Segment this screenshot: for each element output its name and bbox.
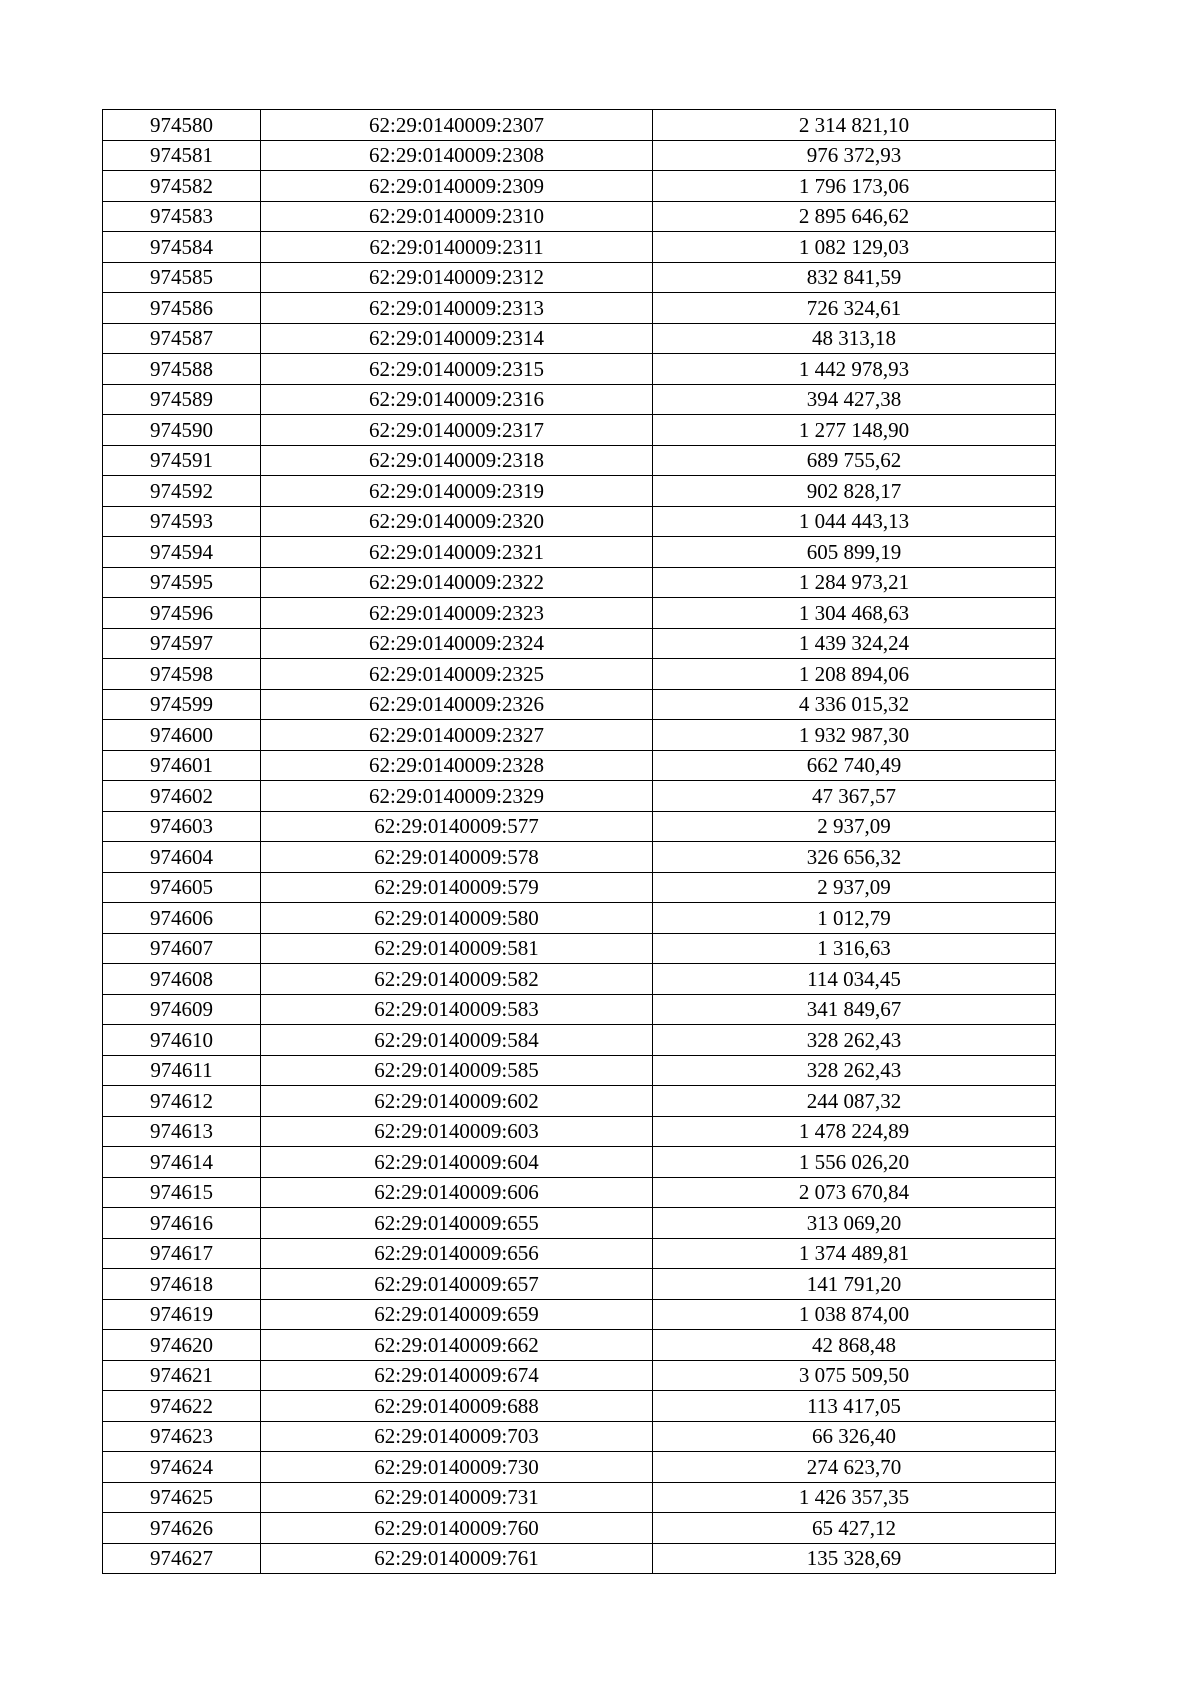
row-number-cell: 974604 (103, 842, 261, 873)
table-row (103, 232, 1056, 263)
cadastral-number-cell: 62:29:0140009:2321 (261, 537, 653, 568)
table-row (103, 323, 1056, 354)
cadastral-value-cell: 1 277 148,90 (653, 415, 1056, 446)
table-row (103, 171, 1056, 202)
cadastral-number-cell: 62:29:0140009:582 (261, 964, 653, 995)
cadastral-number-cell: 62:29:0140009:602 (261, 1086, 653, 1117)
cadastral-number-cell: 62:29:0140009:2320 (261, 506, 653, 537)
row-number-cell: 974608 (103, 964, 261, 995)
cadastral-number-cell: 62:29:0140009:2317 (261, 415, 653, 446)
cadastral-number-cell: 62:29:0140009:2311 (261, 232, 653, 263)
table-row (103, 964, 1056, 995)
cadastral-value-cell: 3 075 509,50 (653, 1360, 1056, 1391)
row-number-cell: 974595 (103, 567, 261, 598)
cadastral-value-cell: 394 427,38 (653, 384, 1056, 415)
cadastral-value-cell: 341 849,67 (653, 994, 1056, 1025)
table-row (103, 689, 1056, 720)
table-row (103, 1025, 1056, 1056)
row-number-cell: 974611 (103, 1055, 261, 1086)
cadastral-number-cell: 62:29:0140009:2327 (261, 720, 653, 751)
cadastral-value-cell: 1 082 129,03 (653, 232, 1056, 263)
cadastral-number-cell: 62:29:0140009:2313 (261, 293, 653, 324)
row-number-cell: 974585 (103, 262, 261, 293)
row-number-cell: 974581 (103, 140, 261, 171)
row-number-cell: 974623 (103, 1421, 261, 1452)
row-number-cell: 974627 (103, 1543, 261, 1574)
row-number-cell: 974580 (103, 110, 261, 141)
cadastral-number-cell: 62:29:0140009:2325 (261, 659, 653, 690)
cadastral-value-cell: 1 208 894,06 (653, 659, 1056, 690)
table-row (103, 445, 1056, 476)
row-number-cell: 974594 (103, 537, 261, 568)
cadastral-value-cell: 1 374 489,81 (653, 1238, 1056, 1269)
row-number-cell: 974601 (103, 750, 261, 781)
table-row (103, 201, 1056, 232)
cadastral-number-cell: 62:29:0140009:2329 (261, 781, 653, 812)
table-row (103, 1360, 1056, 1391)
cadastral-value-cell: 1 038 874,00 (653, 1299, 1056, 1330)
row-number-cell: 974597 (103, 628, 261, 659)
cadastral-number-cell: 62:29:0140009:688 (261, 1391, 653, 1422)
cadastral-value-cell: 605 899,19 (653, 537, 1056, 568)
table-row (103, 1330, 1056, 1361)
cadastral-value-cell: 832 841,59 (653, 262, 1056, 293)
cadastral-number-cell: 62:29:0140009:703 (261, 1421, 653, 1452)
table-row (103, 781, 1056, 812)
cadastral-value-cell: 662 740,49 (653, 750, 1056, 781)
table-row (103, 750, 1056, 781)
cadastral-number-cell: 62:29:0140009:761 (261, 1543, 653, 1574)
cadastral-value-cell: 4 336 015,32 (653, 689, 1056, 720)
cadastral-number-cell: 62:29:0140009:578 (261, 842, 653, 873)
cadastral-value-cell: 326 656,32 (653, 842, 1056, 873)
cadastral-value-cell: 902 828,17 (653, 476, 1056, 507)
cadastral-number-cell: 62:29:0140009:604 (261, 1147, 653, 1178)
cadastral-number-cell: 62:29:0140009:655 (261, 1208, 653, 1239)
row-number-cell: 974591 (103, 445, 261, 476)
table-row (103, 720, 1056, 751)
row-number-cell: 974590 (103, 415, 261, 446)
cadastral-value-cell: 328 262,43 (653, 1055, 1056, 1086)
table-row (103, 872, 1056, 903)
table-row (103, 567, 1056, 598)
row-number-cell: 974603 (103, 811, 261, 842)
row-number-cell: 974605 (103, 872, 261, 903)
cadastral-number-cell: 62:29:0140009:760 (261, 1513, 653, 1544)
cadastral-value-cell: 48 313,18 (653, 323, 1056, 354)
cadastral-number-cell: 62:29:0140009:583 (261, 994, 653, 1025)
row-number-cell: 974609 (103, 994, 261, 1025)
table-row (103, 140, 1056, 171)
cadastral-value-cell: 2 895 646,62 (653, 201, 1056, 232)
table-row (103, 293, 1056, 324)
cadastral-value-cell: 274 623,70 (653, 1452, 1056, 1483)
row-number-cell: 974600 (103, 720, 261, 751)
cadastral-value-cell: 1 556 026,20 (653, 1147, 1056, 1178)
table-row (103, 1086, 1056, 1117)
cadastral-number-cell: 62:29:0140009:2310 (261, 201, 653, 232)
cadastral-value-table (102, 109, 1056, 1574)
row-number-cell: 974593 (103, 506, 261, 537)
table-row (103, 506, 1056, 537)
table-row (103, 384, 1056, 415)
table-row (103, 415, 1056, 446)
table-row (103, 659, 1056, 690)
cadastral-number-cell: 62:29:0140009:577 (261, 811, 653, 842)
cadastral-value-cell: 1 316,63 (653, 933, 1056, 964)
cadastral-number-cell: 62:29:0140009:580 (261, 903, 653, 934)
cadastral-number-cell: 62:29:0140009:2309 (261, 171, 653, 202)
cadastral-value-cell: 114 034,45 (653, 964, 1056, 995)
row-number-cell: 974619 (103, 1299, 261, 1330)
cadastral-number-cell: 62:29:0140009:2314 (261, 323, 653, 354)
cadastral-number-cell: 62:29:0140009:2324 (261, 628, 653, 659)
table-row (103, 1269, 1056, 1300)
row-number-cell: 974587 (103, 323, 261, 354)
row-number-cell: 974588 (103, 354, 261, 385)
row-number-cell: 974622 (103, 1391, 261, 1422)
cadastral-value-cell: 141 791,20 (653, 1269, 1056, 1300)
row-number-cell: 974624 (103, 1452, 261, 1483)
table-row (103, 1482, 1056, 1513)
cadastral-value-cell: 1 304 468,63 (653, 598, 1056, 629)
cadastral-number-cell: 62:29:0140009:2322 (261, 567, 653, 598)
row-number-cell: 974606 (103, 903, 261, 934)
cadastral-value-cell: 47 367,57 (653, 781, 1056, 812)
cadastral-number-cell: 62:29:0140009:659 (261, 1299, 653, 1330)
row-number-cell: 974584 (103, 232, 261, 263)
row-number-cell: 974621 (103, 1360, 261, 1391)
cadastral-value-cell: 65 427,12 (653, 1513, 1056, 1544)
row-number-cell: 974598 (103, 659, 261, 690)
cadastral-value-cell: 689 755,62 (653, 445, 1056, 476)
table-row (103, 1513, 1056, 1544)
cadastral-value-cell: 2 073 670,84 (653, 1177, 1056, 1208)
cadastral-number-cell: 62:29:0140009:585 (261, 1055, 653, 1086)
cadastral-value-cell: 976 372,93 (653, 140, 1056, 171)
cadastral-number-cell: 62:29:0140009:657 (261, 1269, 653, 1300)
cadastral-value-cell: 1 442 978,93 (653, 354, 1056, 385)
table-row (103, 811, 1056, 842)
cadastral-value-cell: 2 937,09 (653, 872, 1056, 903)
table-row (103, 262, 1056, 293)
cadastral-value-cell: 113 417,05 (653, 1391, 1056, 1422)
table-row (103, 110, 1056, 141)
cadastral-number-cell: 62:29:0140009:656 (261, 1238, 653, 1269)
table-row (103, 1299, 1056, 1330)
cadastral-number-cell: 62:29:0140009:606 (261, 1177, 653, 1208)
table-row (103, 1116, 1056, 1147)
table-row (103, 1208, 1056, 1239)
row-number-cell: 974602 (103, 781, 261, 812)
cadastral-value-cell: 313 069,20 (653, 1208, 1056, 1239)
row-number-cell: 974617 (103, 1238, 261, 1269)
cadastral-value-cell: 244 087,32 (653, 1086, 1056, 1117)
table-row (103, 903, 1056, 934)
cadastral-value-cell: 42 868,48 (653, 1330, 1056, 1361)
cadastral-value-cell: 726 324,61 (653, 293, 1056, 324)
table-row (103, 1238, 1056, 1269)
row-number-cell: 974583 (103, 201, 261, 232)
cadastral-value-cell: 1 012,79 (653, 903, 1056, 934)
cadastral-value-cell: 1 478 224,89 (653, 1116, 1056, 1147)
table-row (103, 476, 1056, 507)
cadastral-value-cell: 135 328,69 (653, 1543, 1056, 1574)
cadastral-value-cell: 2 314 821,10 (653, 110, 1056, 141)
row-number-cell: 974626 (103, 1513, 261, 1544)
table-row (103, 1177, 1056, 1208)
table-row (103, 598, 1056, 629)
table-body (103, 110, 1056, 1574)
cadastral-value-cell: 2 937,09 (653, 811, 1056, 842)
row-number-cell: 974625 (103, 1482, 261, 1513)
cadastral-value-cell: 66 326,40 (653, 1421, 1056, 1452)
cadastral-number-cell: 62:29:0140009:579 (261, 872, 653, 903)
cadastral-number-cell: 62:29:0140009:2328 (261, 750, 653, 781)
row-number-cell: 974615 (103, 1177, 261, 1208)
row-number-cell: 974589 (103, 384, 261, 415)
table-row (103, 933, 1056, 964)
table-row (103, 1543, 1056, 1574)
cadastral-value-cell: 328 262,43 (653, 1025, 1056, 1056)
table-row (103, 1452, 1056, 1483)
row-number-cell: 974610 (103, 1025, 261, 1056)
cadastral-number-cell: 62:29:0140009:662 (261, 1330, 653, 1361)
table-row (103, 1391, 1056, 1422)
cadastral-number-cell: 62:29:0140009:603 (261, 1116, 653, 1147)
table-row (103, 628, 1056, 659)
table-row (103, 1055, 1056, 1086)
row-number-cell: 974607 (103, 933, 261, 964)
cadastral-value-cell: 1 796 173,06 (653, 171, 1056, 202)
row-number-cell: 974592 (103, 476, 261, 507)
row-number-cell: 974618 (103, 1269, 261, 1300)
cadastral-number-cell: 62:29:0140009:2308 (261, 140, 653, 171)
cadastral-number-cell: 62:29:0140009:2319 (261, 476, 653, 507)
table-row (103, 1147, 1056, 1178)
table-row (103, 1421, 1056, 1452)
row-number-cell: 974582 (103, 171, 261, 202)
table-row (103, 842, 1056, 873)
row-number-cell: 974616 (103, 1208, 261, 1239)
cadastral-number-cell: 62:29:0140009:2315 (261, 354, 653, 385)
cadastral-number-cell: 62:29:0140009:2326 (261, 689, 653, 720)
cadastral-number-cell: 62:29:0140009:730 (261, 1452, 653, 1483)
cadastral-number-cell: 62:29:0140009:2312 (261, 262, 653, 293)
row-number-cell: 974599 (103, 689, 261, 720)
cadastral-value-cell: 1 932 987,30 (653, 720, 1056, 751)
cadastral-number-cell: 62:29:0140009:2318 (261, 445, 653, 476)
row-number-cell: 974586 (103, 293, 261, 324)
cadastral-number-cell: 62:29:0140009:2323 (261, 598, 653, 629)
cadastral-number-cell: 62:29:0140009:731 (261, 1482, 653, 1513)
row-number-cell: 974614 (103, 1147, 261, 1178)
cadastral-number-cell: 62:29:0140009:674 (261, 1360, 653, 1391)
table-row (103, 354, 1056, 385)
cadastral-value-cell: 1 044 443,13 (653, 506, 1056, 537)
row-number-cell: 974612 (103, 1086, 261, 1117)
cadastral-number-cell: 62:29:0140009:2307 (261, 110, 653, 141)
row-number-cell: 974596 (103, 598, 261, 629)
table-row (103, 537, 1056, 568)
cadastral-value-cell: 1 426 357,35 (653, 1482, 1056, 1513)
row-number-cell: 974620 (103, 1330, 261, 1361)
cadastral-number-cell: 62:29:0140009:581 (261, 933, 653, 964)
row-number-cell: 974613 (103, 1116, 261, 1147)
cadastral-value-cell: 1 439 324,24 (653, 628, 1056, 659)
cadastral-value-cell: 1 284 973,21 (653, 567, 1056, 598)
cadastral-number-cell: 62:29:0140009:584 (261, 1025, 653, 1056)
cadastral-number-cell: 62:29:0140009:2316 (261, 384, 653, 415)
table-row (103, 994, 1056, 1025)
